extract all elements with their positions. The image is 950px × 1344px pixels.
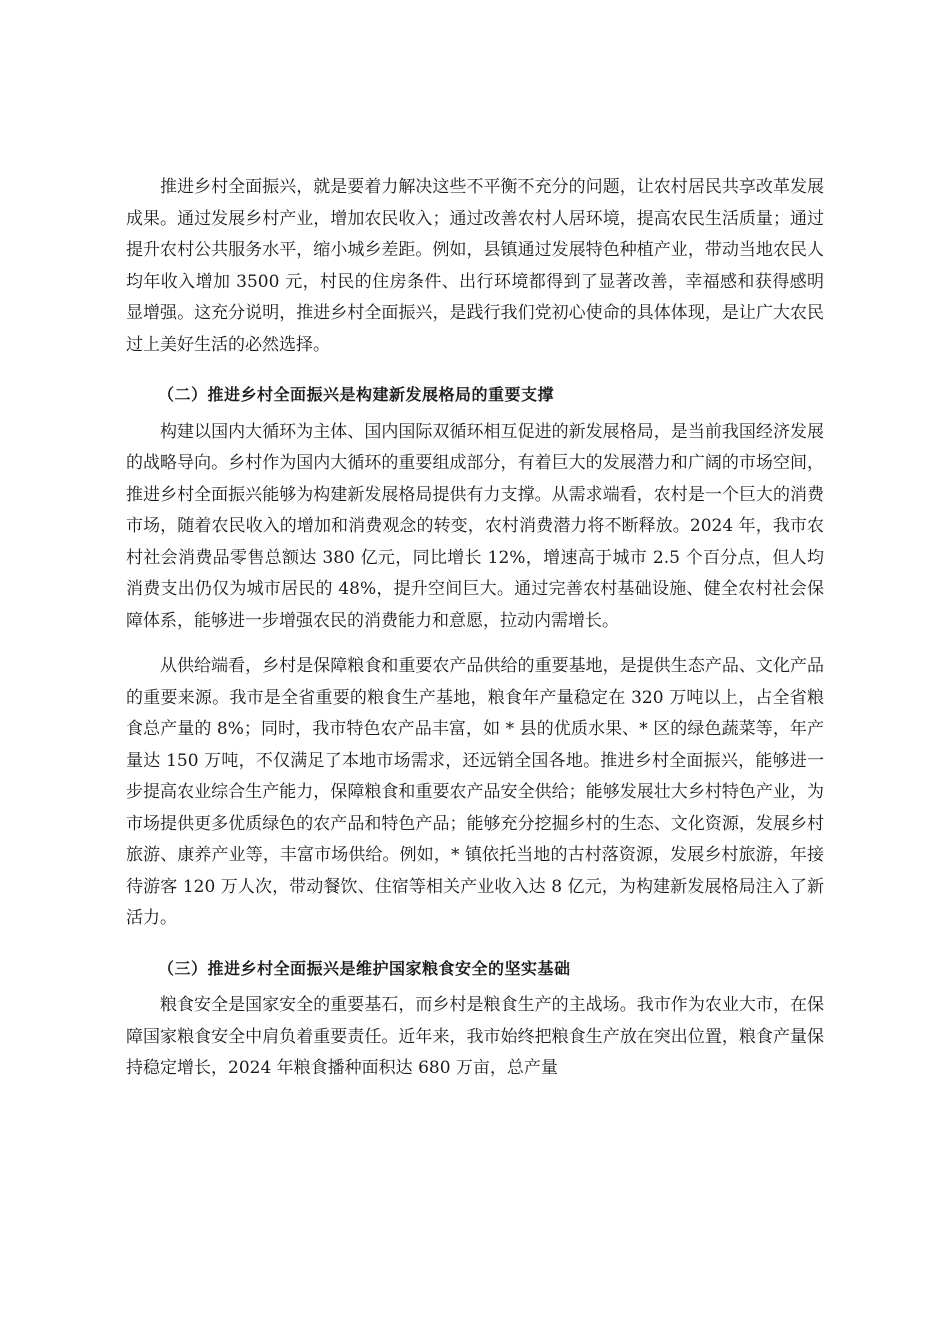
section-heading-2: （二）推进乡村全面振兴是构建新发展格局的重要支撑 [158, 385, 555, 404]
section-heading-3: （三）推进乡村全面振兴是维护国家粮食安全的坚实基础 [158, 958, 571, 978]
paragraph-supply-side: 从供给端看，乡村是保障粮食和重要农产品供给的重要基地，是提供生态产品、文化产品的重要来源。我市是全省重要的粮食生产基地，粮食年产量稳定在 320 万吨以上，占全省粮食总产量的 8%；同时，我市特色农产品丰富，如 * 县的优质水果、* 区的绿色蔬菜等，年产量达 150 万吨，不仅满足了本地市场需求，还远销全国各地。推进乡村全面振兴，能够进一步提高农业综合生产能力，保障粮食和重要农产品安全供给；能够发展壮大乡村特色产业，为市场提供更多优质绿色的农产品和特色产品；能够充分挖掘乡村的生态、文化资源，发展乡村旅游、康养产业等，丰富市场供给。例如，* 镇依托当地的古村落资源，发展乡村旅游，年接待游客 120 万人次，带动餐饮、住宿等相关产业收入达 8 亿元，为构建新发展格局注入了新活力。 [126, 656, 824, 928]
paragraph-food-security: 粮食安全是国家安全的重要基石，而乡村是粮食生产的主战场。我市作为农业大市，在保障国家粮食安全中肩负着重要责任。近年来，我市始终把粮食生产放在突出位置，粮食产量保持稳定增长，2024 年粮食播种面积达 680 万亩，总产量 [126, 995, 824, 1078]
document-body [126, 172, 824, 1085]
paragraph-rural-revitalization-benefits: 推进乡村全面振兴，就是要着力解决这些不平衡不充分的问题，让农村居民共享改革发展成果。通过发展乡村产业，增加农民收入；通过改善农村人居环境，提高农民生活质量；通过提升农村公共服务水平，缩小城乡差距。例如，县镇通过发展特色种植产业，带动当地农民人均年收入增加 3500 元，村民的住房条件、出行环境都得到了显著改善，幸福感和获得感明显增强。这充分说明，推进乡村全面振兴，是践行我们党初心使命的具体体现，是让广大农民过上美好生活的必然选择。 [126, 177, 824, 355]
paragraph-new-development-pattern: 构建以国内大循环为主体、国内国际双循环相互促进的新发展格局，是当前我国经济发展的战略导向。乡村作为国内大循环的重要组成部分，有着巨大的发展潜力和广阔的市场空间，推进乡村全面振兴能够为构建新发展格局提供有力支撑。从需求端看，农村是一个巨大的消费市场，随着农民收入的增加和消费观念的转变，农村消费潜力将不断释放。2024 年，我市农村社会消费品零售总额达 380 亿元，同比增长 12%，增速高于城市 2.5 个百分点，但人均消费支出仍仅为城市居民的 48%，提升空间巨大。通过完善农村基础设施、健全农村社会保障体系，能够进一步增强农民的消费能力和意愿，拉动内需增长。 [126, 421, 824, 631]
